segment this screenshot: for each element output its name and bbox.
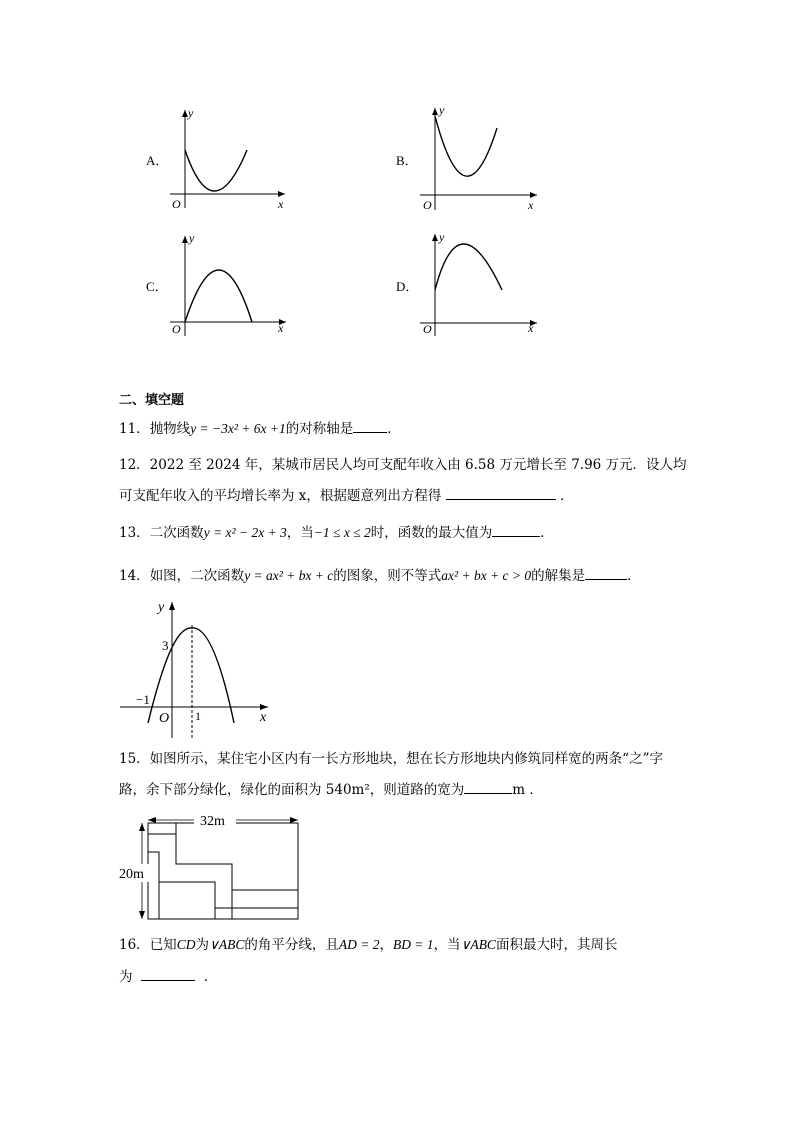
question-text: 如图，二次函数 [149,568,245,584]
question-text: 的对称轴是 [285,421,354,437]
formula: y = −3x² + 6x +1 [190,421,286,436]
question-text: ，当 [433,937,461,953]
formula: ∨ABC [460,937,496,952]
width-label: 32m [200,814,225,829]
formula: AD = 2 [338,937,380,952]
question-13 [119,523,554,543]
answer-blank[interactable] [492,524,540,537]
question-16-line2 [119,967,217,987]
question-number: 16． [119,937,150,953]
question-text: 的图象，则不等式 [333,568,442,584]
question-text: ． [540,525,554,541]
answer-blank[interactable] [353,420,387,433]
formula: y = ax² + bx + c [244,568,334,583]
origin-label: O [172,197,181,211]
answer-blank[interactable] [464,781,512,794]
option-d-label: D． [396,279,419,294]
question-15-figure [116,812,306,927]
option-a-graph [165,100,295,212]
tick-label-3: 3 [162,638,169,653]
option-d-graph [415,228,545,340]
y-axis-label: y [439,103,445,117]
question-12-line1: 12．2022 至 2024 年，某城市居民人均可支配年收入由 6.58 万元增长至 7.96 万元．设人均 [119,457,687,473]
question-text: ． [627,568,641,584]
x-axis-label: x [528,321,534,335]
question-15-line1: 15．如图所示，某住宅小区内有一长方形地块，想在长方形地块内修筑同样宽的两条“之”字 [119,751,663,767]
x-axis-label: x [528,198,534,212]
y-axis-label: y [439,230,445,244]
answer-blank[interactable] [446,487,556,500]
x-axis-label: x [278,197,284,211]
section-title: 二、填空题 [119,393,185,408]
answer-blank[interactable] [141,968,195,981]
y-axis-label: y [158,600,165,615]
x-axis-label: x [260,710,267,725]
question-number: 11． [119,421,150,437]
origin-label: O [159,711,170,726]
question-text: 面积最大时，其周长 [495,937,618,953]
y-axis-label: y [189,231,195,245]
question-text: ． [560,488,574,504]
question-text: 抛物线 [149,421,191,437]
formula: y = x² − 2x + 3 [203,525,287,540]
y-axis-label: y [188,106,194,120]
x-axis-label: x [278,321,284,335]
question-text: ，当 [286,525,314,541]
origin-label: O [172,322,181,336]
option-b-graph [415,100,545,212]
option-c-label: C． [146,279,168,294]
question-text: 已知 [149,937,177,953]
question-14 [119,566,641,586]
formula: CD [176,937,196,952]
formula: ∨ABC [208,937,245,952]
question-14-graph [118,596,288,742]
question-number: 13． [119,525,150,541]
unit-text: m [512,782,526,798]
question-text: ． [203,969,218,985]
question-text: ． [387,421,401,437]
option-c-graph [165,228,295,340]
question-text: ， [379,937,393,953]
question-text: ． [529,782,543,798]
tick-label-neg1: −1 [136,692,150,707]
question-11 [119,419,401,439]
question-text: 路，余下部分绿化，绿化的面积为 540m²，则道路的宽为 [119,782,465,798]
question-text: 二次函数 [149,525,204,541]
question-text: 时，函数的最大值为 [370,525,493,541]
question-text: 的解集是 [531,568,586,584]
height-label: 20m [119,867,144,882]
origin-label: O [423,198,432,212]
answer-blank[interactable] [585,567,627,580]
formula: ax² + bx + c > 0 [441,568,532,583]
question-text: 为 [195,937,209,953]
question-16-line1 [119,935,617,955]
option-b-label: B． [396,153,418,168]
option-a-label: A． [146,153,169,168]
question-number: 14． [119,568,150,584]
question-text: 的角平分线，且 [244,937,339,953]
question-text: 为 [119,969,133,985]
tick-label-1: 1 [195,709,201,723]
question-text: 可支配年收入的平均增长率为 x，根据题意列出方程得 [119,488,442,504]
formula: BD = 1 [392,937,434,952]
question-12-line2 [119,486,574,506]
question-15-line2 [119,780,543,800]
formula: −1 ≤ x ≤ 2 [313,525,371,540]
origin-label: O [423,322,432,336]
